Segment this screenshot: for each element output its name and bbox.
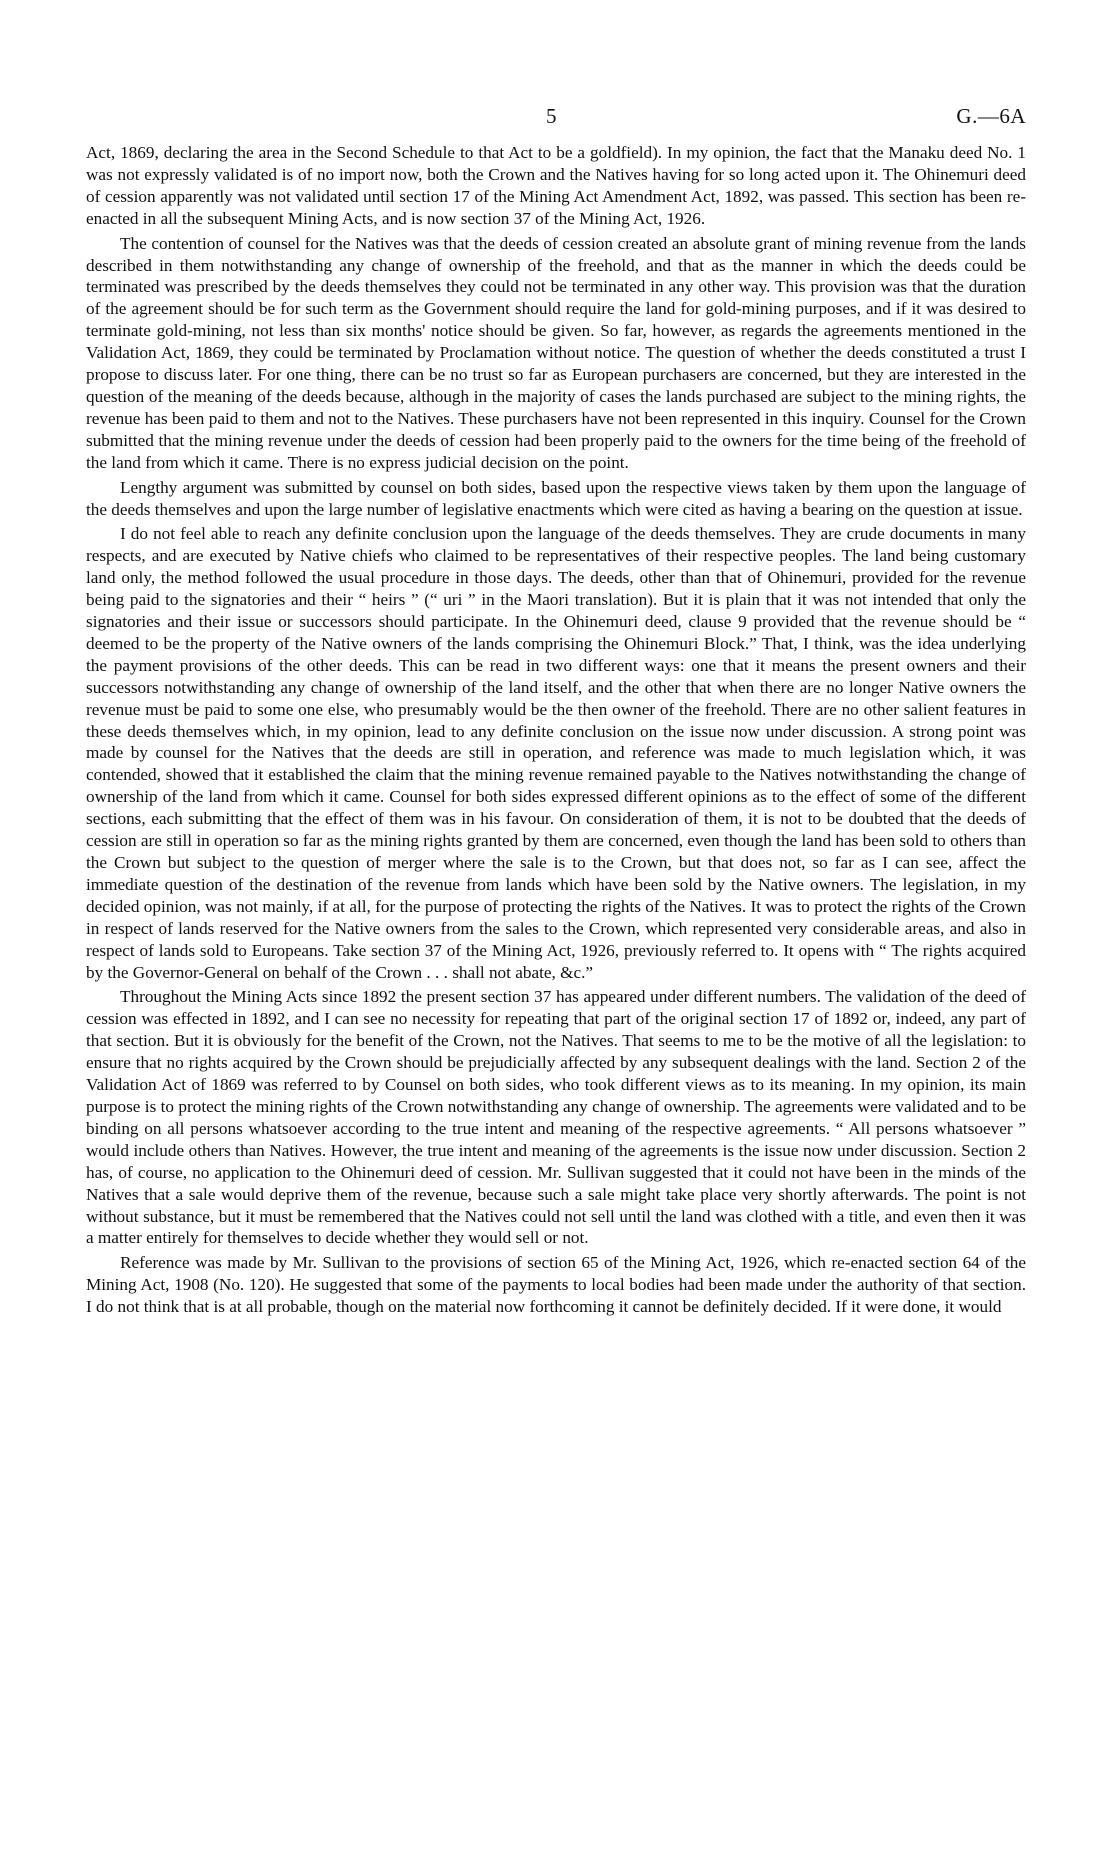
document-reference: G.—6A	[956, 104, 1026, 128]
page-header	[86, 104, 1026, 132]
paragraph-3: Lengthy argument was submitted by counsel on both sides, based upon the respective views taken by them upon the language of the deeds themselves and upon the large number of legislative enactments which were cited as having a bearing on the question at issue.	[86, 477, 1026, 519]
body-text	[86, 142, 1026, 1321]
page-number: 5	[546, 104, 557, 128]
paragraph-4: I do not feel able to reach any definite conclusion upon the language of the deeds themselves. They are crude documents in many respects, and are executed by Native chiefs who claimed to be representatives of their respective peoples. The land being customary land only, the method followed the usual procedure in those days. The deeds, other than that of Ohinemuri, provided for the revenue being paid to the signatories and their “ heirs ” (“ uri ” in the Maori translation). But it is plain that it was not intended that only the signatories and their issue or successors should participate. In the Ohinemuri deed, clause 9 provided that the revenue should be “ deemed to be the property of the Native owners of the lands comprising the Ohinemuri Block.” That, I think, was the idea underlying the payment provisions of the other deeds. This can be read in two different ways: one that it means the present owners and their successors notwithstanding any change of ownership of the land itself, and the other that when there are no longer Native owners the revenue must be paid to some one else, who presumably would be the then owner of the freehold. There are no other salient features in these deeds themselves which, in my opinion, lead to any definite conclusion on the issue now under discussion. A strong point was made by counsel for the Natives that the deeds are still in operation, and reference was made to much legislation which, it was contended, showed that it established the claim that the mining revenue remained payable to the Natives notwithstanding the change of ownership of the land from which it came. Counsel for both sides expressed different opinions as to the effect of some of the different sections, each submitting that the effect of them was in his favour. On consideration of them, it is not to be doubted that the deeds of cession are still in operation so far as the mining rights granted by them are concerned, even though the land has been sold to others than the Crown but subject to the question of merger where the sale is to the Crown, but that does not, so far as I can see, affect the immediate question of the destination of the revenue from lands which have been sold by the Native owners. The legislation, in my decided opinion, was not mainly, if at all, for the purpose of protecting the rights of the Natives. It was to protect the rights of the Crown in respect of lands reserved for the Native owners from the sales to the Crown, which represented very considerable areas, and also in respect of lands sold to Europeans. Take section 37 of the Mining Act, 1926, previously referred to. It opens with “ The rights acquired by the Governor-General on behalf of the Crown . . . shall not abate, &c.”	[86, 524, 1026, 982]
paragraph-1: Act, 1869, declaring the area in the Second Schedule to that Act to be a goldfield). In my opinion, the fact that the Manaku deed No. 1 was not expressly validated is of no import now, both the Crown and the Natives having for so long acted upon it. The Ohinemuri deed of cession apparently was not validated until section 17 of the Mining Act Amendment Act, 1892, was passed. This section has been re-enacted in all the subsequent Mining Acts, and is now section 37 of the Mining Act, 1926.	[86, 143, 1026, 228]
paragraph-6: Reference was made by Mr. Sullivan to the provisions of section 65 of the Mining Act, 1926, which re-enacted section 64 of the Mining Act, 1908 (No. 120). He suggested that some of the payments to local bodies had been made under the authority of that section. I do not think that is at all probable, though on the material now forthcoming it cannot be definitely decided. If it were done, it would	[86, 1253, 1026, 1317]
paragraph-2: The contention of counsel for the Natives was that the deeds of cession created an absolute grant of mining revenue from the lands described in them notwithstanding any change of ownership of the freehold, and that as the manner in which the deeds could be terminated was prescribed by the deeds themselves they could not be terminated in any other way. This provision was that the duration of the agreement should be for such term as the Government should require the land for gold-mining purposes, and if it was desired to terminate gold-mining, not less than six months' notice should be given. So far, however, as regards the agreements mentioned in the Validation Act, 1869, they could be terminated by Proclamation without notice. The question of whether the deeds constituted a trust I propose to discuss later. For one thing, there can be no trust so far as European purchasers are concerned, but they are interested in the question of the meaning of the deeds because, although in the majority of cases the lands purchased are subject to the mining rights, the revenue has been paid to them and not to the Natives. These purchasers have not been represented in this inquiry. Counsel for the Crown submitted that the mining revenue under the deeds of cession had been properly paid to the owners for the time being of the freehold of the land from which it came. There is no express judicial decision on the point.	[86, 233, 1026, 472]
paragraph-5: Throughout the Mining Acts since 1892 the present section 37 has appeared under different numbers. The validation of the deed of cession was effected in 1892, and I can see no necessity for repeating that part of the original section 17 of 1892 or, indeed, any part of that section. But it is obviously for the benefit of the Crown, not the Natives. That seems to me to be the motive of all the legislation: to ensure that no rights acquired by the Crown should be prejudicially affected by any subsequent dealings with the land. Section 2 of the Validation Act of 1869 was referred to by Counsel on both sides, who took different views as to its meaning. In my opinion, its main purpose is to protect the mining rights of the Crown notwithstanding any change of ownership. The agreements were validated and to be binding on all persons whatsoever according to the true intent and meaning of the respective agreements. “ All persons whatsoever ” would include others than Natives. However, the true intent and meaning of the agreements is the issue now under discussion. Section 2 has, of course, no application to the Ohinemuri deed of cession. Mr. Sullivan suggested that it could not have been in the minds of the Natives that a sale would deprive them of the revenue, because such a sale might take place very shortly afterwards. The point is not without substance, but it must be remembered that the Natives could not sell until the land was clothed with a title, and even then it was a matter entirely for themselves to decide whether they would sell or not.	[86, 987, 1026, 1248]
